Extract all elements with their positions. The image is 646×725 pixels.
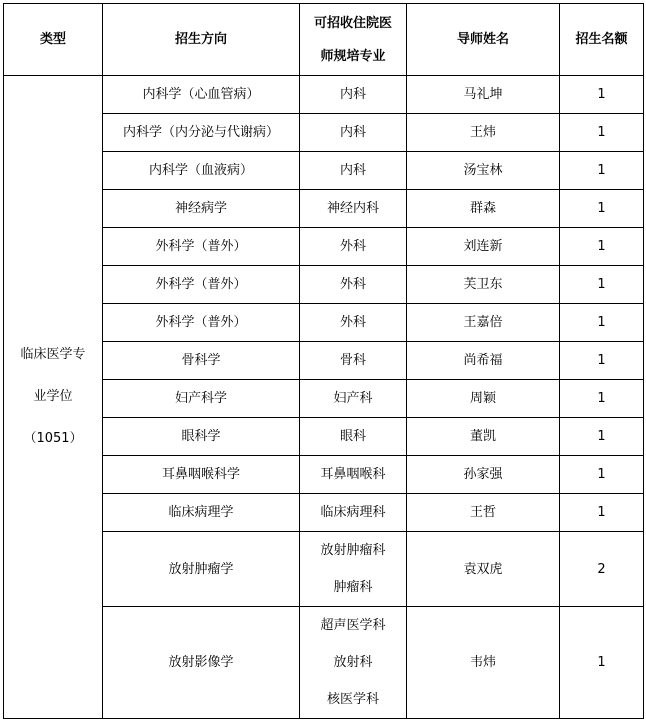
specialty-line: 骨科 [339,353,366,368]
header-tutor: 导师姓名 [407,4,560,76]
quota-cell: 1 [560,304,644,342]
tutor-cell: 王炜 [407,114,560,152]
specialty-cell [300,342,407,380]
specialty-line: 妇产科 [333,391,373,406]
quota-cell: 1 [560,380,644,418]
tutor-cell: 芙卫东 [407,266,560,304]
tutor-cell: 马礼坤 [407,76,560,114]
specialty-line: 核医学科 [326,692,379,707]
direction-cell: 外科学（普外） [103,304,300,342]
tutor-cell: 汤宝林 [407,152,560,190]
direction-cell: 骨科学 [103,342,300,380]
direction-cell: 内科学（血液病） [103,152,300,190]
direction-cell: 眼科学 [103,418,300,456]
tutor-cell: 韦炜 [407,607,560,719]
specialty-line: 放射肿瘤科 [320,543,386,558]
tutor-cell: 群森 [407,190,560,228]
header-specialty [300,4,407,76]
quota-cell: 1 [560,607,644,719]
specialty-cell [300,380,407,418]
direction-cell: 外科学（普外） [103,266,300,304]
table-row [4,76,644,114]
specialty-line: 肿瘤科 [333,580,373,595]
specialty-cell [300,456,407,494]
specialty-line: 内科 [339,163,366,178]
quota-cell: 1 [560,418,644,456]
direction-cell: 外科学（普外） [103,228,300,266]
specialty-cell [300,266,407,304]
specialty-cell [300,228,407,266]
specialty-cell [300,418,407,456]
quota-cell: 1 [560,266,644,304]
type-cell-line2: 业学位 [33,389,73,404]
tutor-cell: 刘连新 [407,228,560,266]
type-cell [4,76,103,719]
tutor-cell: 王哲 [407,494,560,532]
quota-cell: 1 [560,494,644,532]
specialty-line: 内科 [339,125,366,140]
header-type: 类型 [4,4,103,76]
tutor-cell: 尚希福 [407,342,560,380]
type-cell-line3: （1051） [23,431,83,446]
tutor-cell: 王嘉倍 [407,304,560,342]
direction-cell: 耳鼻咽喉科学 [103,456,300,494]
specialty-cell [300,114,407,152]
direction-cell: 放射肿瘤学 [103,532,300,607]
quota-cell: 1 [560,342,644,380]
direction-cell: 内科学（心血管病） [103,76,300,114]
direction-cell: 放射影像学 [103,607,300,719]
quota-cell: 1 [560,228,644,266]
specialty-line: 外科 [339,239,366,254]
direction-cell: 妇产科学 [103,380,300,418]
specialty-line: 眼科 [339,429,366,444]
specialty-line: 放射科 [333,655,373,670]
specialty-cell [300,304,407,342]
header-row [4,4,644,76]
header-quota: 招生名额 [560,4,644,76]
specialty-cell [300,152,407,190]
specialty-line: 耳鼻咽喉科 [320,467,386,482]
header-specialty-line1: 可招收住院医 [313,15,392,31]
specialty-line: 神经内科 [326,201,379,216]
specialty-line: 外科 [339,277,366,292]
quota-cell: 1 [560,152,644,190]
specialty-line: 内科 [339,87,366,102]
enrollment-table [3,3,644,719]
tutor-cell: 董凯 [407,418,560,456]
direction-cell: 神经病学 [103,190,300,228]
quota-cell: 1 [560,76,644,114]
specialty-cell [300,532,407,607]
tutor-cell: 周颖 [407,380,560,418]
quota-cell: 1 [560,190,644,228]
specialty-line: 超声医学科 [320,618,386,633]
header-direction: 招生方向 [103,4,300,76]
specialty-line: 外科 [339,315,366,330]
quota-cell: 2 [560,532,644,607]
specialty-cell [300,190,407,228]
type-cell-line1: 临床医学专 [20,347,86,362]
specialty-cell [300,76,407,114]
specialty-cell [300,494,407,532]
quota-cell: 1 [560,456,644,494]
tutor-cell: 袁双虎 [407,532,560,607]
header-specialty-line2: 师规培专业 [320,48,386,64]
tutor-cell: 孙家强 [407,456,560,494]
specialty-line: 临床病理科 [320,505,386,520]
quota-cell: 1 [560,114,644,152]
specialty-cell [300,607,407,719]
direction-cell: 临床病理学 [103,494,300,532]
direction-cell: 内科学（内分泌与代谢病） [103,114,300,152]
